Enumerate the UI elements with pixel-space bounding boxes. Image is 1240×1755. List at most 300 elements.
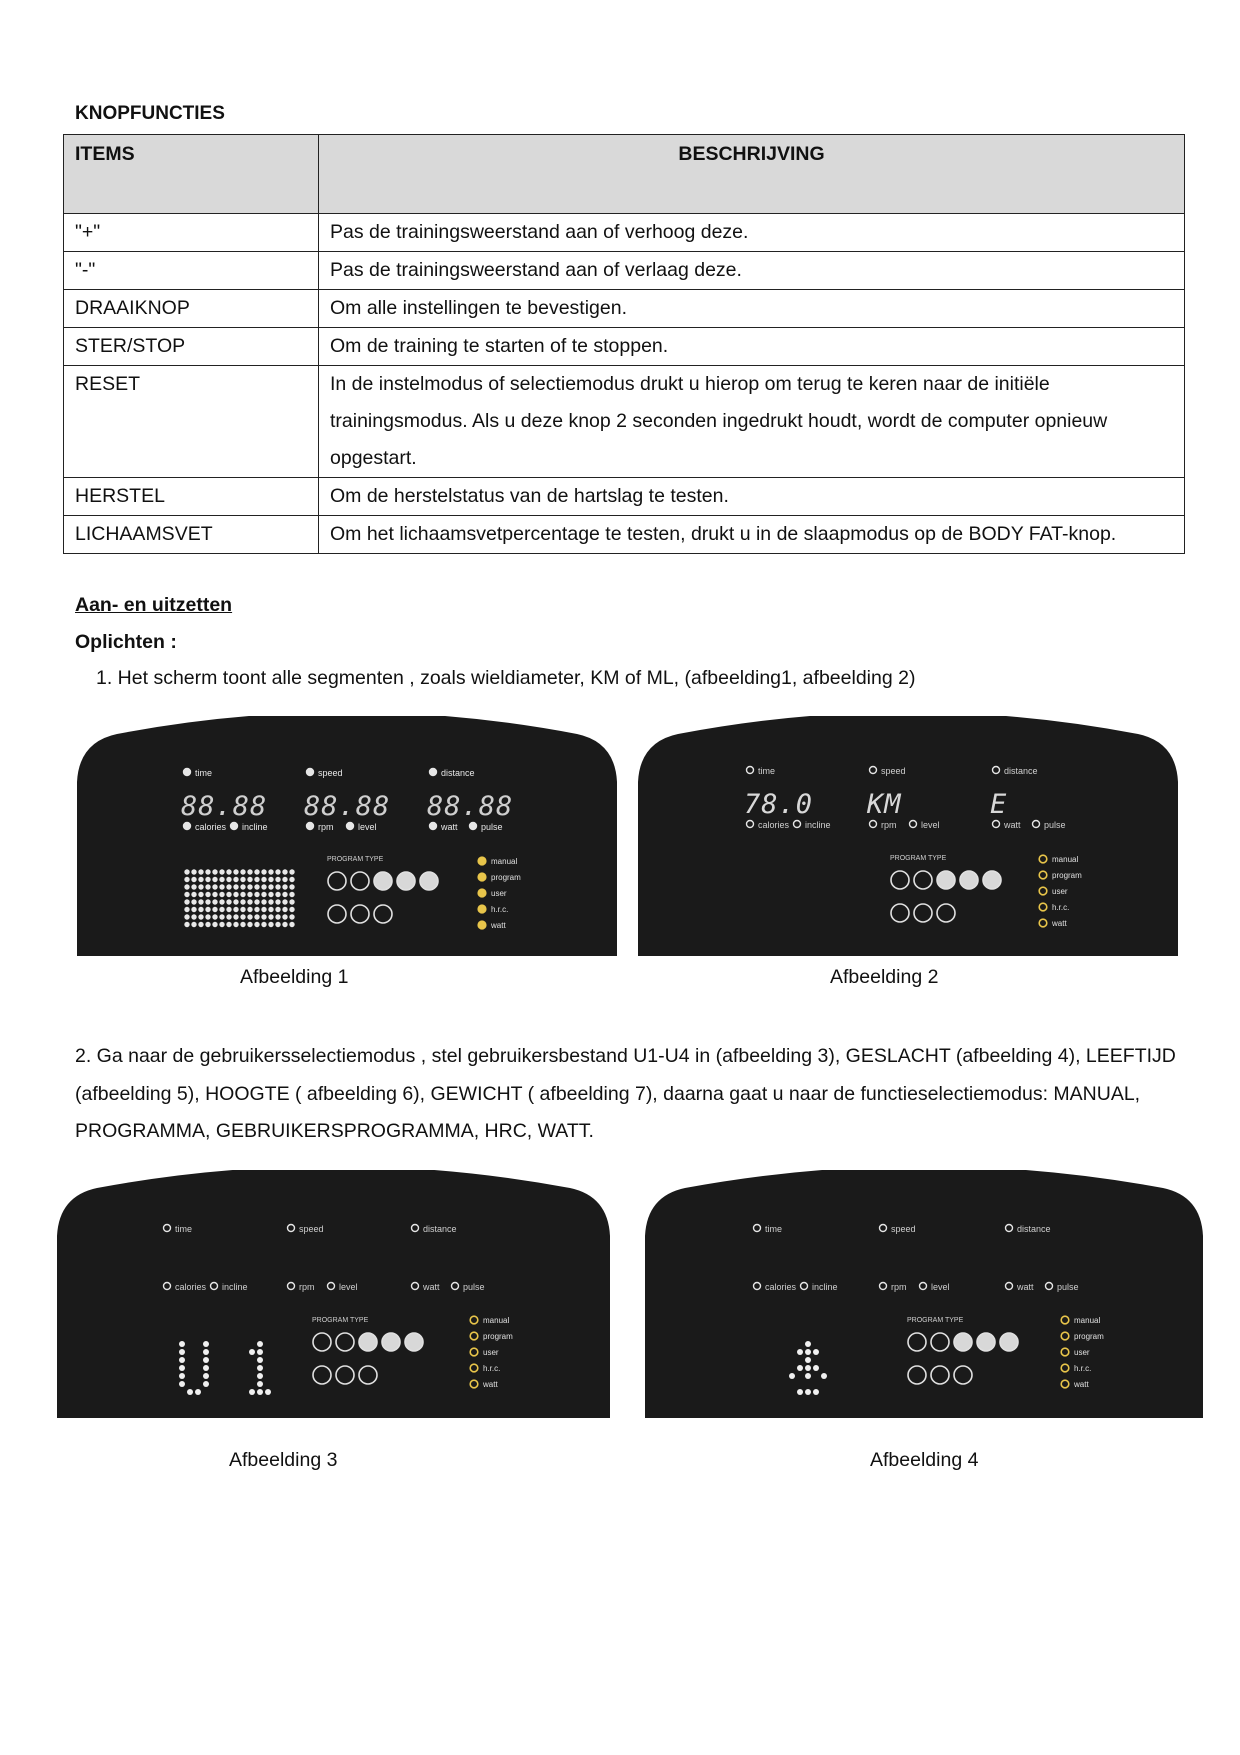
console-image-2	[638, 716, 1178, 956]
pulse-indicator-dot	[470, 823, 477, 830]
watt-label: watt	[1004, 820, 1021, 830]
matrix-dot	[247, 899, 252, 904]
matrix-dot	[282, 907, 287, 912]
segment-display-1: 88.88	[181, 791, 268, 822]
segment-display-2: 88.88	[304, 791, 391, 822]
mode-label-user: user	[483, 1348, 499, 1357]
matrix-dot	[268, 899, 273, 904]
matrix-dot	[184, 892, 189, 897]
matrix-dot-gender	[805, 1365, 811, 1371]
matrix-dot-u	[203, 1357, 209, 1363]
matrix-dot	[247, 922, 252, 927]
matrix-dot	[282, 899, 287, 904]
watt-label: watt	[423, 1282, 440, 1292]
matrix-dot	[275, 884, 280, 889]
mode-label-watt: watt	[1052, 919, 1067, 928]
matrix-dot	[205, 899, 210, 904]
time-label: time	[758, 766, 776, 776]
caption-afbeelding-2: Afbeelding 2	[830, 966, 939, 988]
time-label: time	[765, 1224, 783, 1234]
mode-indicator-program	[478, 873, 486, 881]
console-body	[57, 1170, 610, 1418]
matrix-dot	[261, 914, 266, 919]
mode-label-user: user	[1074, 1348, 1090, 1357]
matrix-dot-1	[257, 1357, 263, 1363]
matrix-dot	[289, 914, 294, 919]
matrix-dot	[191, 869, 196, 874]
matrix-dot	[184, 869, 189, 874]
watt-indicator-dot	[430, 823, 437, 830]
matrix-dot	[233, 907, 238, 912]
program-icon	[960, 871, 978, 889]
matrix-dot	[212, 922, 217, 927]
program-icon	[420, 872, 438, 890]
matrix-dot	[212, 907, 217, 912]
console-display-3	[57, 1170, 610, 1418]
matrix-dot	[254, 892, 259, 897]
table-header-description: BESCHRIJVING	[319, 135, 1185, 214]
matrix-dot	[268, 892, 273, 897]
matrix-dot	[198, 877, 203, 882]
matrix-dot	[191, 892, 196, 897]
matrix-dot	[219, 869, 224, 874]
matrix-dot	[219, 922, 224, 927]
matrix-dot	[254, 869, 259, 874]
matrix-dot	[184, 877, 189, 882]
rpm-label: rpm	[891, 1282, 907, 1292]
matrix-dot	[247, 907, 252, 912]
mode-label-watt: watt	[483, 1380, 498, 1389]
matrix-dot	[191, 922, 196, 927]
matrix-dot-u	[203, 1365, 209, 1371]
mode-label-program: program	[491, 873, 521, 882]
distance-label: distance	[1017, 1224, 1051, 1234]
matrix-dot	[254, 877, 259, 882]
matrix-dot	[205, 869, 210, 874]
matrix-dot-u	[179, 1365, 185, 1371]
table-cell-description: Om de training te starten of te stoppen.	[319, 328, 1185, 366]
calories-label: calories	[765, 1282, 797, 1292]
program-type-label: PROGRAM TYPE	[327, 856, 384, 863]
matrix-dot	[184, 922, 189, 927]
program-icon	[382, 1333, 400, 1351]
table-row	[64, 478, 1185, 516]
segment-display-3: 88.88	[427, 791, 514, 822]
speed-label: speed	[891, 1224, 916, 1234]
matrix-dot	[212, 899, 217, 904]
matrix-dot	[198, 869, 203, 874]
matrix-dot	[233, 869, 238, 874]
matrix-dot	[212, 914, 217, 919]
matrix-dot-1	[257, 1389, 263, 1395]
matrix-dot	[254, 907, 259, 912]
incline-label: incline	[805, 820, 831, 830]
matrix-dot	[233, 922, 238, 927]
mode-label-watt: watt	[491, 921, 506, 930]
page-title: KNOPFUNCTIES	[75, 103, 225, 124]
watt-label: watt	[441, 822, 458, 832]
matrix-dot	[233, 884, 238, 889]
mode-label-manual: manual	[1074, 1316, 1101, 1325]
matrix-dot-gender	[813, 1389, 819, 1395]
program-icon	[397, 872, 415, 890]
speed-label: speed	[318, 768, 343, 778]
matrix-dot	[219, 907, 224, 912]
segment-display-1: 78.0	[744, 789, 814, 820]
matrix-dot	[240, 884, 245, 889]
matrix-dot	[212, 884, 217, 889]
matrix-dot-1	[257, 1373, 263, 1379]
mode-indicator-user	[478, 889, 486, 897]
matrix-dot	[198, 899, 203, 904]
matrix-dot-gender	[805, 1357, 811, 1363]
matrix-dot	[198, 914, 203, 919]
mode-indicator-hrc	[478, 905, 486, 913]
console-display-4	[645, 1170, 1203, 1418]
pulse-label: pulse	[481, 822, 503, 832]
matrix-dot	[254, 922, 259, 927]
matrix-dot	[282, 922, 287, 927]
calories-label: calories	[175, 1282, 207, 1292]
pulse-label: pulse	[1044, 820, 1066, 830]
incline-indicator-dot	[231, 823, 238, 830]
table-cell-item: DRAAIKNOP	[64, 290, 319, 328]
distance-label: distance	[423, 1224, 457, 1234]
program-icon	[359, 1333, 377, 1351]
matrix-dot-gender	[789, 1373, 795, 1379]
matrix-dot	[275, 892, 280, 897]
table-cell-description: Om alle instellingen te bevestigen.	[319, 290, 1185, 328]
mode-label-hrc: h.r.c.	[491, 905, 509, 914]
table-row	[64, 366, 1185, 478]
incline-label: incline	[812, 1282, 838, 1292]
caption-afbeelding-1: Afbeelding 1	[240, 966, 349, 988]
matrix-dot	[205, 907, 210, 912]
speed-indicator-dot	[307, 769, 314, 776]
matrix-dot	[261, 884, 266, 889]
watt-label: watt	[1017, 1282, 1034, 1292]
matrix-dot	[289, 884, 294, 889]
matrix-dot	[275, 907, 280, 912]
matrix-dot	[261, 922, 266, 927]
matrix-dot-u	[203, 1381, 209, 1387]
distance-label: distance	[441, 768, 475, 778]
matrix-dot	[261, 892, 266, 897]
matrix-dot	[247, 877, 252, 882]
matrix-dot-1	[257, 1381, 263, 1387]
program-icon	[405, 1333, 423, 1351]
matrix-dot	[191, 877, 196, 882]
matrix-dot	[254, 884, 259, 889]
segment-display-3: E	[990, 789, 1008, 820]
program-icon	[374, 872, 392, 890]
table-cell-description: Om het lichaamsvetpercentage te testen, drukt u in de slaapmodus op de BODY FAT-knop.	[319, 516, 1185, 554]
matrix-dot-1	[257, 1341, 263, 1347]
matrix-dot	[282, 892, 287, 897]
matrix-dot-u	[179, 1373, 185, 1379]
calories-label: calories	[195, 822, 227, 832]
matrix-dot-1	[257, 1365, 263, 1371]
sub-heading: Oplichten :	[75, 631, 177, 653]
matrix-dot-1	[249, 1389, 255, 1395]
matrix-dot	[226, 922, 231, 927]
matrix-dot-u	[203, 1341, 209, 1347]
matrix-dot	[233, 899, 238, 904]
matrix-dot	[233, 892, 238, 897]
matrix-dot	[261, 869, 266, 874]
mode-label-user: user	[491, 889, 507, 898]
console-display-2	[638, 716, 1178, 956]
matrix-dot	[289, 899, 294, 904]
matrix-dot	[289, 892, 294, 897]
mode-label-watt: watt	[1074, 1380, 1089, 1389]
matrix-dot	[240, 877, 245, 882]
mode-label-program: program	[483, 1332, 513, 1341]
console-image-1	[77, 716, 617, 956]
matrix-dot	[226, 877, 231, 882]
calories-indicator-dot	[184, 823, 191, 830]
console-image-4	[645, 1170, 1203, 1418]
table-cell-description: Om de herstelstatus van de hartslag te testen.	[319, 478, 1185, 516]
matrix-dot-1	[249, 1349, 255, 1355]
matrix-dot-gender	[805, 1349, 811, 1355]
speed-label: speed	[299, 1224, 324, 1234]
table-row	[64, 516, 1185, 554]
matrix-dot	[226, 884, 231, 889]
matrix-dot	[191, 907, 196, 912]
program-icon	[1000, 1333, 1018, 1351]
matrix-dot-u	[195, 1389, 201, 1395]
console-image-3	[57, 1170, 610, 1418]
matrix-dot	[212, 892, 217, 897]
matrix-dot	[205, 892, 210, 897]
matrix-dot	[240, 899, 245, 904]
table-row	[64, 214, 1185, 252]
matrix-dot	[282, 914, 287, 919]
matrix-dot	[268, 869, 273, 874]
rpm-label: rpm	[318, 822, 334, 832]
matrix-dot-1	[265, 1389, 271, 1395]
mode-label-manual: manual	[491, 857, 518, 866]
speed-label: speed	[881, 766, 906, 776]
matrix-dot	[191, 914, 196, 919]
console-body	[638, 716, 1178, 956]
matrix-dot-u	[187, 1389, 193, 1395]
matrix-dot	[191, 899, 196, 904]
matrix-dot	[247, 892, 252, 897]
matrix-dot	[247, 884, 252, 889]
mode-indicator-watt	[478, 921, 486, 929]
time-indicator-dot	[184, 769, 191, 776]
mode-label-hrc: h.r.c.	[1052, 903, 1070, 912]
matrix-dot	[226, 869, 231, 874]
matrix-dot	[289, 877, 294, 882]
matrix-dot-u	[203, 1373, 209, 1379]
table-cell-description: Pas de trainingsweerstand aan of verlaag deze.	[319, 252, 1185, 290]
matrix-dot	[254, 914, 259, 919]
matrix-dot	[268, 877, 273, 882]
mode-label-manual: manual	[1052, 855, 1079, 864]
rpm-indicator-dot	[307, 823, 314, 830]
matrix-dot-gender	[805, 1389, 811, 1395]
console-body	[77, 716, 617, 956]
matrix-dot-gender	[813, 1349, 819, 1355]
matrix-dot	[198, 922, 203, 927]
matrix-dot	[233, 877, 238, 882]
matrix-dot	[219, 899, 224, 904]
incline-label: incline	[242, 822, 268, 832]
matrix-dot	[261, 907, 266, 912]
matrix-dot	[247, 869, 252, 874]
matrix-dot	[282, 884, 287, 889]
table-cell-item: STER/STOP	[64, 328, 319, 366]
caption-afbeelding-3: Afbeelding 3	[229, 1449, 338, 1471]
matrix-dot	[261, 899, 266, 904]
matrix-dot	[282, 877, 287, 882]
program-icon	[954, 1333, 972, 1351]
matrix-dot	[268, 907, 273, 912]
matrix-dot-gender	[813, 1365, 819, 1371]
mode-label-user: user	[1052, 887, 1068, 896]
mode-label-program: program	[1052, 871, 1082, 880]
rpm-label: rpm	[299, 1282, 315, 1292]
time-label: time	[175, 1224, 193, 1234]
matrix-dot-u	[203, 1349, 209, 1355]
matrix-dot	[261, 877, 266, 882]
matrix-dot-gender	[805, 1341, 811, 1347]
matrix-dot-gender	[821, 1373, 827, 1379]
mode-label-hrc: h.r.c.	[1074, 1364, 1092, 1373]
mode-label-hrc: h.r.c.	[483, 1364, 501, 1373]
matrix-dot	[219, 884, 224, 889]
matrix-dot-gender	[797, 1349, 803, 1355]
table-row	[64, 252, 1185, 290]
matrix-dot-gender	[805, 1373, 811, 1379]
matrix-dot	[212, 877, 217, 882]
table-cell-item: LICHAAMSVET	[64, 516, 319, 554]
table-cell-item: RESET	[64, 366, 319, 478]
distance-indicator-dot	[430, 769, 437, 776]
matrix-dot	[226, 892, 231, 897]
segment-display-2: KM	[867, 789, 902, 820]
matrix-dot-u	[179, 1357, 185, 1363]
mode-indicator-manual	[478, 857, 486, 865]
matrix-dot	[289, 869, 294, 874]
matrix-dot	[212, 869, 217, 874]
rpm-label: rpm	[881, 820, 897, 830]
matrix-dot	[233, 914, 238, 919]
program-type-label: PROGRAM TYPE	[907, 1317, 964, 1324]
matrix-dot	[275, 914, 280, 919]
matrix-dot	[219, 914, 224, 919]
mode-label-manual: manual	[483, 1316, 510, 1325]
table-row	[64, 290, 1185, 328]
calories-label: calories	[758, 820, 790, 830]
matrix-dot	[205, 914, 210, 919]
matrix-dot	[268, 914, 273, 919]
program-icon	[977, 1333, 995, 1351]
section-heading: Aan- en uitzetten	[75, 594, 233, 616]
matrix-dot	[184, 899, 189, 904]
table-row	[64, 328, 1185, 366]
matrix-dot-1	[257, 1349, 263, 1355]
matrix-dot	[275, 869, 280, 874]
level-label: level	[339, 1282, 358, 1292]
matrix-dot	[191, 884, 196, 889]
matrix-dot-u	[179, 1381, 185, 1387]
table-cell-item: HERSTEL	[64, 478, 319, 516]
level-label: level	[358, 822, 377, 832]
program-icon	[937, 871, 955, 889]
matrix-dot	[205, 922, 210, 927]
matrix-dot	[268, 922, 273, 927]
table-header-items: ITEMS	[64, 135, 319, 214]
program-type-label: PROGRAM TYPE	[312, 1317, 369, 1324]
level-label: level	[931, 1282, 950, 1292]
button-functions-table	[63, 134, 1185, 554]
matrix-dot	[240, 892, 245, 897]
caption-afbeelding-4: Afbeelding 4	[870, 1449, 979, 1471]
matrix-dot-u	[179, 1341, 185, 1347]
matrix-dot	[240, 869, 245, 874]
matrix-dot	[219, 892, 224, 897]
time-label: time	[195, 768, 213, 778]
matrix-dot	[282, 869, 287, 874]
pulse-label: pulse	[463, 1282, 485, 1292]
matrix-dot	[226, 899, 231, 904]
step-2-text: 2. Ga naar de gebruikersselectiemodus , stel gebruikersbestand U1-U4 in (afbeelding 3), GESLACHT (afbeelding 4), LEEFTIJD (afbeelding 5), HOOGTE ( afbeelding 6), GEWICHT ( afbeelding 7), daarna gaat u naar de functieselectiemodus: MANUAL, PROGRAMMA, GEBRUIKERSPROGRAMMA, HRC, WATT.	[75, 1045, 1176, 1142]
matrix-dot	[289, 922, 294, 927]
console-display-1	[77, 716, 617, 956]
matrix-dot	[198, 892, 203, 897]
table-cell-item: "+"	[64, 214, 319, 252]
matrix-dot	[198, 884, 203, 889]
matrix-dot	[289, 907, 294, 912]
matrix-dot	[184, 907, 189, 912]
matrix-dot	[275, 922, 280, 927]
matrix-dot	[275, 899, 280, 904]
matrix-dot	[226, 907, 231, 912]
matrix-dot	[205, 884, 210, 889]
matrix-dot-u	[179, 1349, 185, 1355]
distance-label: distance	[1004, 766, 1038, 776]
table-cell-item: "-"	[64, 252, 319, 290]
incline-label: incline	[222, 1282, 248, 1292]
program-icon	[983, 871, 1001, 889]
step-1-text: 1. Het scherm toont alle segmenten , zoals wieldiameter, KM of ML, (afbeelding1, afbeelding 2)	[96, 667, 916, 689]
matrix-dot	[205, 877, 210, 882]
matrix-dot	[247, 914, 252, 919]
matrix-dot	[268, 884, 273, 889]
matrix-dot	[275, 877, 280, 882]
matrix-dot-gender	[797, 1389, 803, 1395]
program-type-label: PROGRAM TYPE	[890, 855, 947, 862]
matrix-dot	[184, 914, 189, 919]
matrix-dot	[254, 899, 259, 904]
table-cell-description: Pas de trainingsweerstand aan of verhoog deze.	[319, 214, 1185, 252]
table-cell-description: In de instelmodus of selectiemodus drukt u hierop om terug te keren naar de initiële trainingsmodus. Als u deze knop 2 seconden ingedrukt houdt, wordt de computer opnieuw opgestart.	[319, 366, 1185, 478]
matrix-dot	[240, 922, 245, 927]
table-header-row	[64, 135, 1185, 214]
matrix-dot	[240, 907, 245, 912]
pulse-label: pulse	[1057, 1282, 1079, 1292]
matrix-dot	[226, 914, 231, 919]
matrix-dot-gender	[797, 1365, 803, 1371]
mode-label-program: program	[1074, 1332, 1104, 1341]
matrix-dot	[184, 884, 189, 889]
level-label: level	[921, 820, 940, 830]
matrix-dot	[219, 877, 224, 882]
